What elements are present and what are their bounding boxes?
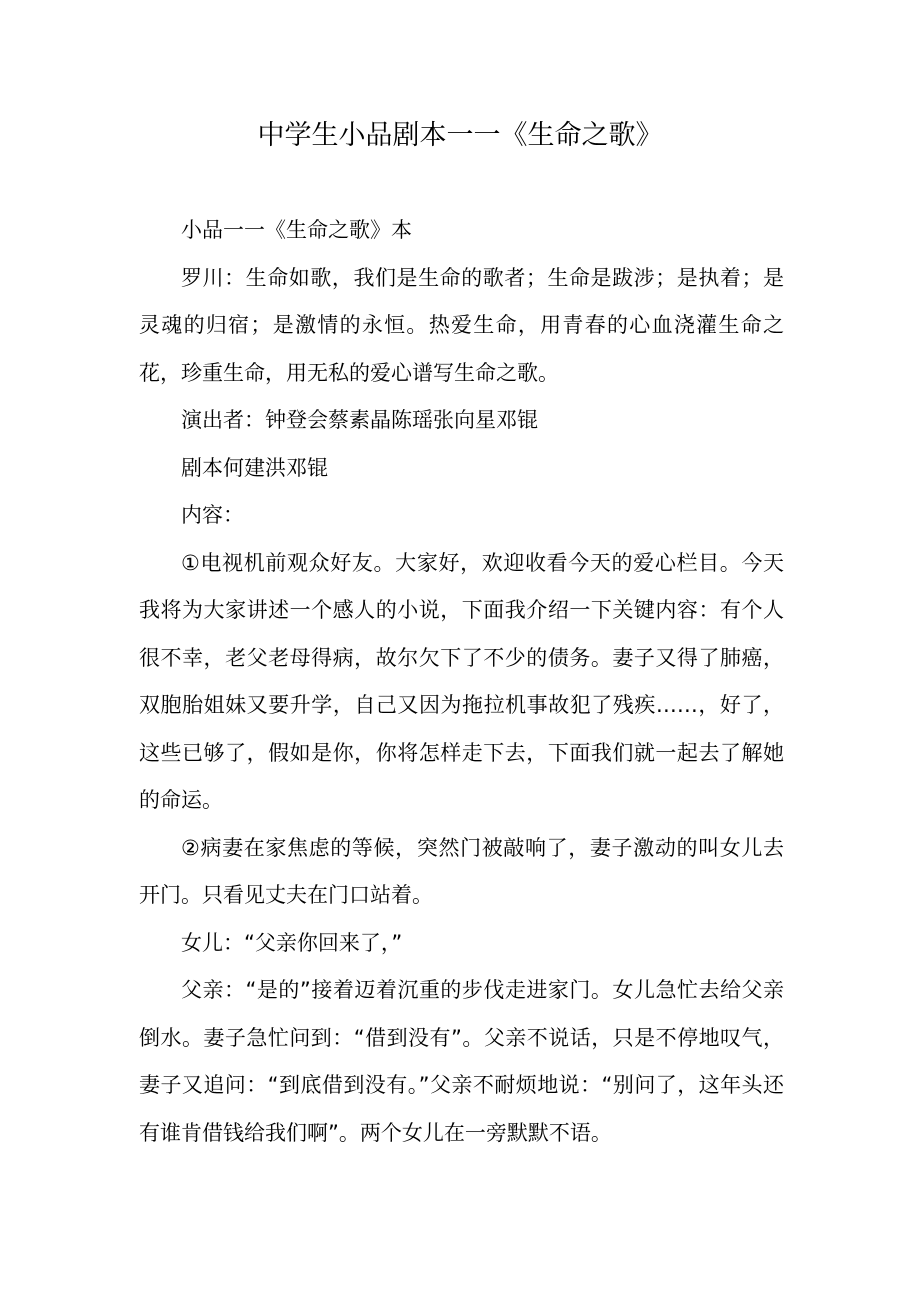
paragraph-intro: 罗川：生命如歌，我们是生命的歌者；生命是跋涉；是执着；是灵魂的归宿；是激情的永恒。热爱生命，用青春的心血浇灌生命之花，珍重生命，用无私的爱心谱写生命之歌。 xyxy=(139,265,784,385)
document-title: 中学生小品剧本一一《生命之歌》 xyxy=(257,120,663,151)
paragraph-subtitle: 小品一一《生命之歌》本 xyxy=(181,218,412,242)
paragraph-performers: 演出者：钟登会蔡素晶陈瑶张向星邓锟 xyxy=(181,408,538,432)
paragraph-script-authors: 剧本何建洪邓锟 xyxy=(181,455,328,480)
paragraph-daughter-line: 女儿：“父亲你回来了，” xyxy=(181,930,403,955)
document-body xyxy=(139,207,784,1157)
paragraph-scene-2: ②病妻在家焦虑的等候，突然门被敲响了，妻子激动的叫女儿去开门。只看见丈夫在门口站着。 xyxy=(139,835,784,907)
paragraph-scene-1: ①电视机前观众好友。大家好，欢迎收看今天的爱心栏目。今天我将为大家讲述一个感人的小说，下面我介绍一下关键内容：有个人很不幸，老父老母得病，故尔欠下了不少的债务。妻子又得了肺癌，双胞胎姐妹又要升学，自己又因为拖拉机事故犯了残疾……，好了，这些已够了，假如是你，你将怎样走下去，下面我们就一起去了解她的命运。 xyxy=(139,550,784,812)
paragraph-father-line: 父亲：“是的”接着迈着沉重的步伐走进家门。女儿急忙去给父亲倒水。妻子急忙问到：“借到没有”。父亲不说话，只是不停地叹气，妻子又追问：“到底借到没有。”父亲不耐烦地说：“别问了，这年头还有谁肯借钱给我们啊”。两个女儿在一旁默默不语。 xyxy=(139,978,784,1145)
paragraph-content-label: 内容： xyxy=(181,503,244,527)
